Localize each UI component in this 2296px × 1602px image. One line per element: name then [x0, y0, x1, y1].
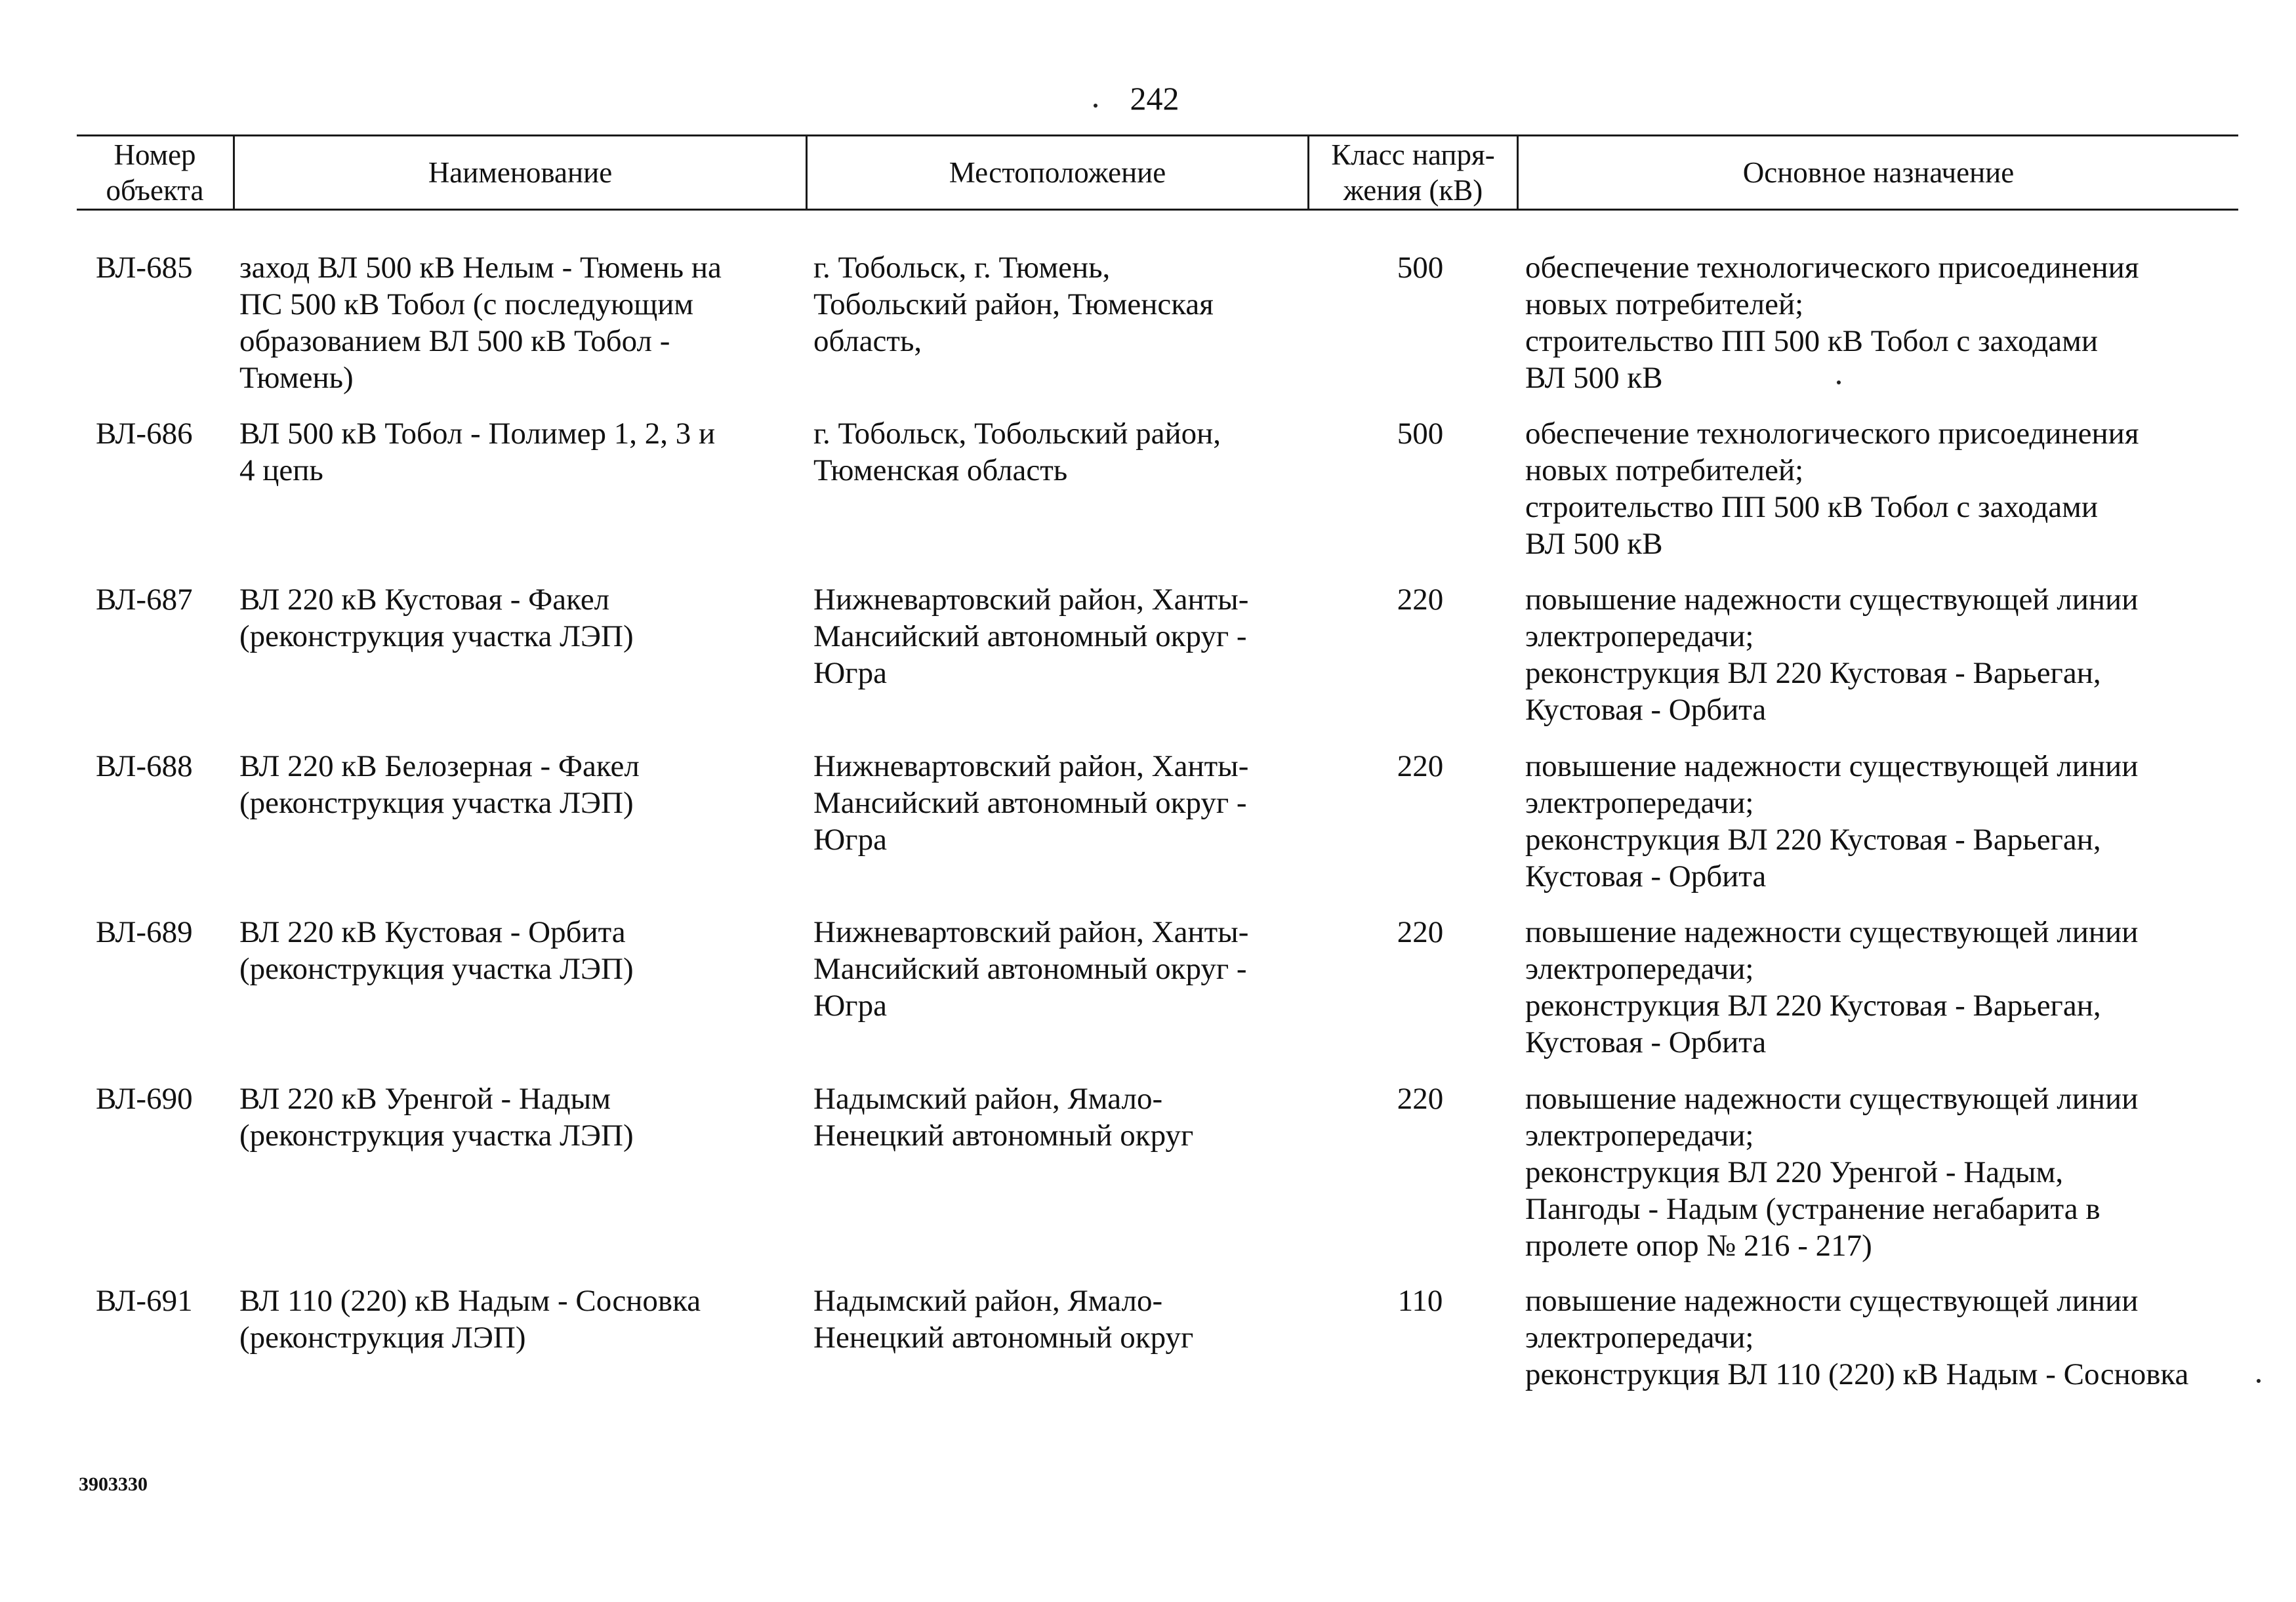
table-header-bottom-rule [77, 209, 2238, 211]
row-number: ВЛ-687 [96, 583, 193, 617]
row-purpose: повышение надежности существующей линии электропередачи; реконструкция ВЛ 220 Уренгой - Надым, Пангоды - Надым (устранение негабарита в пролете опор № 216 - 217) [1525, 1082, 2139, 1263]
row-location: Нижневартовский район, Ханты- Мансийский автономный округ - Югра [813, 583, 1249, 690]
row-name: ВЛ 110 (220) кВ Надым - Сосновка (реконструкция ЛЭП) [239, 1284, 701, 1355]
document-code: 3903330 [79, 1473, 148, 1495]
row-voltage: 220 [1397, 583, 1444, 617]
row-purpose: обеспечение технологического присоединения новых потребителей; строительство ПП 500 кВ Тобол с заходами ВЛ 500 кВ [1525, 251, 2139, 395]
row-name: ВЛ 500 кВ Тобол - Полимер 1, 2, 3 и 4 цепь [239, 417, 716, 487]
row-voltage: 500 [1397, 251, 1444, 285]
header-voltage: Класс напря- жения (кВ) [1331, 138, 1495, 207]
row-purpose: обеспечение технологического присоединения новых потребителей; строительство ПП 500 кВ Тобол с заходами ВЛ 500 кВ [1525, 417, 2139, 561]
row-location: Надымский район, Ямало- Ненецкий автономный округ [813, 1082, 1194, 1153]
row-number: ВЛ-686 [96, 417, 193, 451]
row-location: г. Тобольск, Тобольский район, Тюменская область [813, 417, 1221, 487]
row-location: Нижневартовский район, Ханты- Мансийский автономный округ - Югра [813, 915, 1249, 1023]
row-location: г. Тобольск, г. Тюмень, Тобольский район, Тюменская область, [813, 251, 1214, 358]
scan-dot [1837, 380, 1841, 384]
row-purpose: повышение надежности существующей линии электропередачи; реконструкция ВЛ 220 Кустовая - Варьеган, Кустовая - Орбита [1525, 749, 2139, 893]
row-location: Нижневартовский район, Ханты- Мансийский автономный округ - Югра [813, 749, 1249, 857]
row-number: ВЛ-689 [96, 915, 193, 949]
row-number: ВЛ-690 [96, 1082, 193, 1116]
row-name: заход ВЛ 500 кВ Нелым - Тюмень на ПС 500 кВ Тобол (с последующим образованием ВЛ 500 кВ Тобол - Тюмень) [239, 251, 722, 395]
page-number: 242 [1130, 80, 1179, 117]
row-name: ВЛ 220 кВ Кустовая - Факел (реконструкция участка ЛЭП) [239, 583, 634, 653]
scan-dot [2257, 1379, 2261, 1383]
row-voltage: 220 [1397, 1082, 1444, 1116]
row-name: ВЛ 220 кВ Белозерная - Факел (реконструкция участка ЛЭП) [239, 749, 640, 820]
row-voltage: 220 [1397, 749, 1444, 783]
row-number: ВЛ-691 [96, 1284, 193, 1318]
row-voltage: 110 [1397, 1284, 1443, 1318]
row-purpose: повышение надежности существующей линии электропередачи; реконструкция ВЛ 220 Кустовая - Варьеган, Кустовая - Орбита [1525, 583, 2139, 727]
row-name: ВЛ 220 кВ Кустовая - Орбита (реконструкция участка ЛЭП) [239, 915, 634, 986]
row-voltage: 220 [1397, 915, 1444, 949]
row-purpose: повышение надежности существующей линии электропередачи; реконструкция ВЛ 110 (220) кВ Надым - Сосновка [1525, 1284, 2189, 1391]
header-purpose: Основное назначение [1742, 156, 2015, 189]
row-number: ВЛ-688 [96, 749, 193, 783]
row-purpose: повышение надежности существующей линии электропередачи; реконструкция ВЛ 220 Кустовая - Варьеган, Кустовая - Орбита [1525, 915, 2139, 1059]
header-number: Номер объекта [106, 138, 204, 207]
header-location: Местоположение [949, 156, 1166, 189]
row-location: Надымский район, Ямало- Ненецкий автономный округ [813, 1284, 1194, 1355]
scan-dot [1094, 104, 1097, 108]
row-voltage: 500 [1397, 417, 1444, 451]
row-number: ВЛ-685 [96, 251, 193, 285]
header-name: Наименование [428, 156, 613, 189]
row-name: ВЛ 220 кВ Уренгой - Надым (реконструкция участка ЛЭП) [239, 1082, 634, 1153]
